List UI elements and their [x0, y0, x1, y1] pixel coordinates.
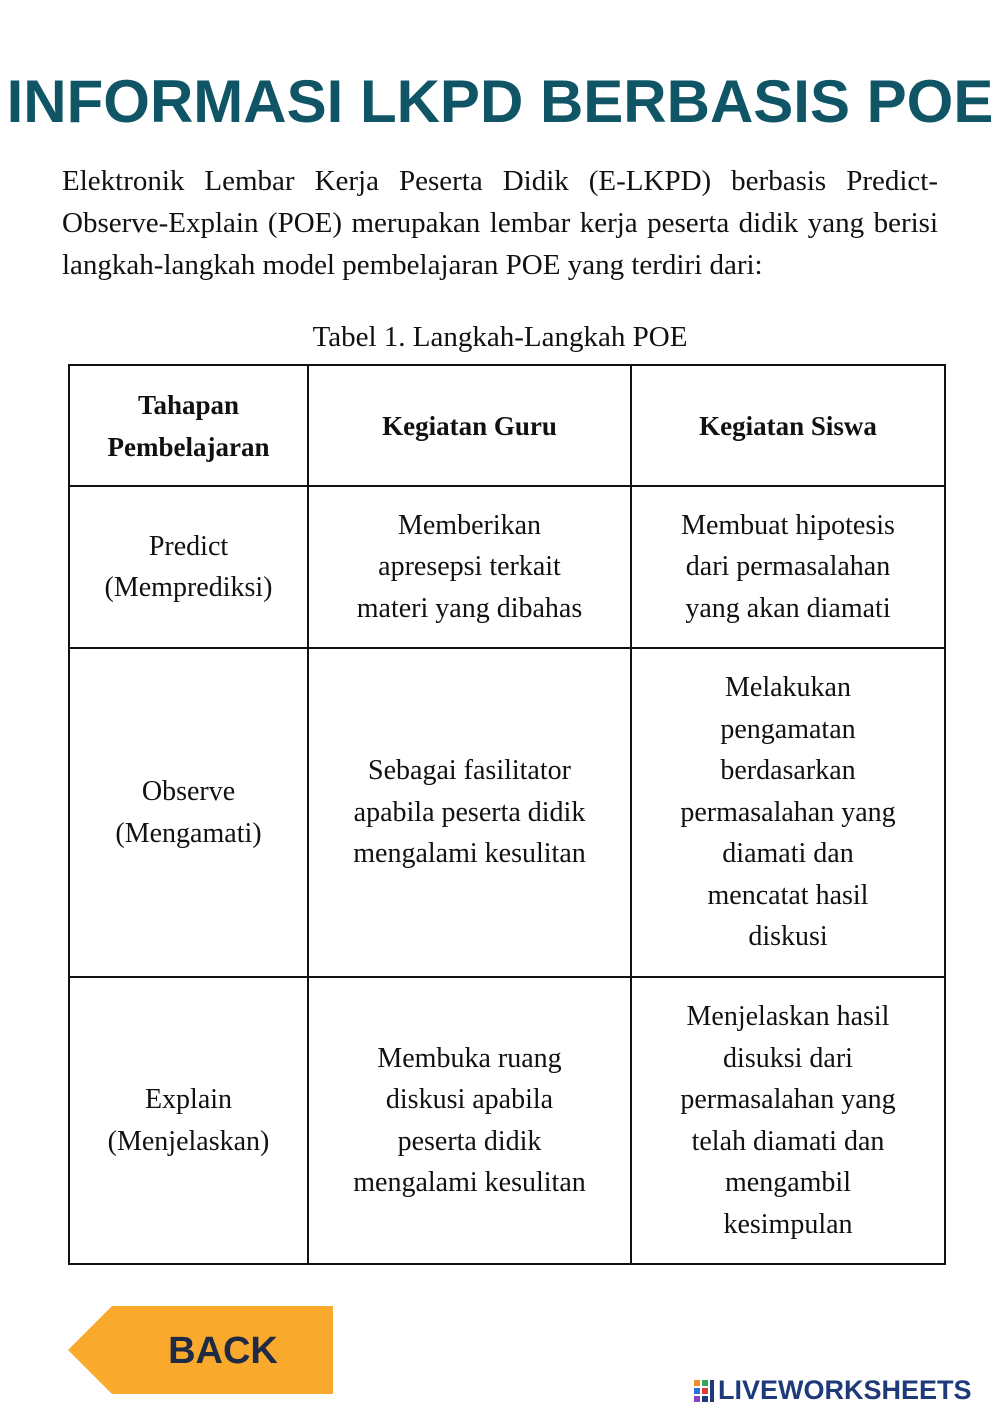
- table-caption: Tabel 1. Langkah-Langkah POE: [312, 321, 688, 353]
- cell-teacher: Memberikan apresepsi terkait materi yang dibahas: [308, 486, 631, 648]
- cell-stage: Explain (Menjelaskan): [69, 977, 308, 1264]
- liveworksheets-brand: [694, 1374, 972, 1406]
- page-title: INFORMASI LKPD BERBASIS POE: [6, 68, 994, 135]
- cell-student: Membuat hipotesis dari permasalahan yang akan diamati: [631, 486, 945, 648]
- cell-teacher: Membuka ruang diskusi apabila peserta didik mengalami kesulitan: [308, 977, 631, 1264]
- back-button[interactable]: [68, 1306, 333, 1394]
- cell-student: Menjelaskan hasil disuksi dari permasalahan yang telah diamati dan mengambil kesimpulan: [631, 977, 945, 1264]
- table-header-row: [69, 365, 945, 486]
- cell-student: Melakukan pengamatan berdasarkan permasalahan yang diamati dan mencatat hasil diskusi: [631, 648, 945, 977]
- cell-stage: Predict (Memprediksi): [69, 486, 308, 648]
- brand-name: LIVEWORKSHEETS: [718, 1374, 972, 1405]
- poe-steps-table: [68, 364, 946, 1265]
- header-tahapan: Tahapan Pembelajaran: [69, 365, 308, 486]
- table-row: [69, 648, 945, 977]
- back-button-label: BACK: [168, 1330, 278, 1372]
- table-row: [69, 977, 945, 1264]
- liveworksheets-logo-icon: [694, 1378, 716, 1402]
- header-kegiatan-guru: Kegiatan Guru: [308, 365, 631, 486]
- table-row: [69, 486, 945, 648]
- cell-teacher: Sebagai fasilitator apabila peserta didik mengalami kesulitan: [308, 648, 631, 977]
- intro-paragraph: Elektronik Lembar Kerja Peserta Didik (E-LKPD) berbasis Predict-Observe-Explain (POE) merupakan lembar kerja peserta didik yang berisi langkah-langkah model pembelajaran POE yang terdiri dari:: [62, 165, 938, 281]
- header-kegiatan-siswa: Kegiatan Siswa: [631, 365, 945, 486]
- cell-stage: Observe (Mengamati): [69, 648, 308, 977]
